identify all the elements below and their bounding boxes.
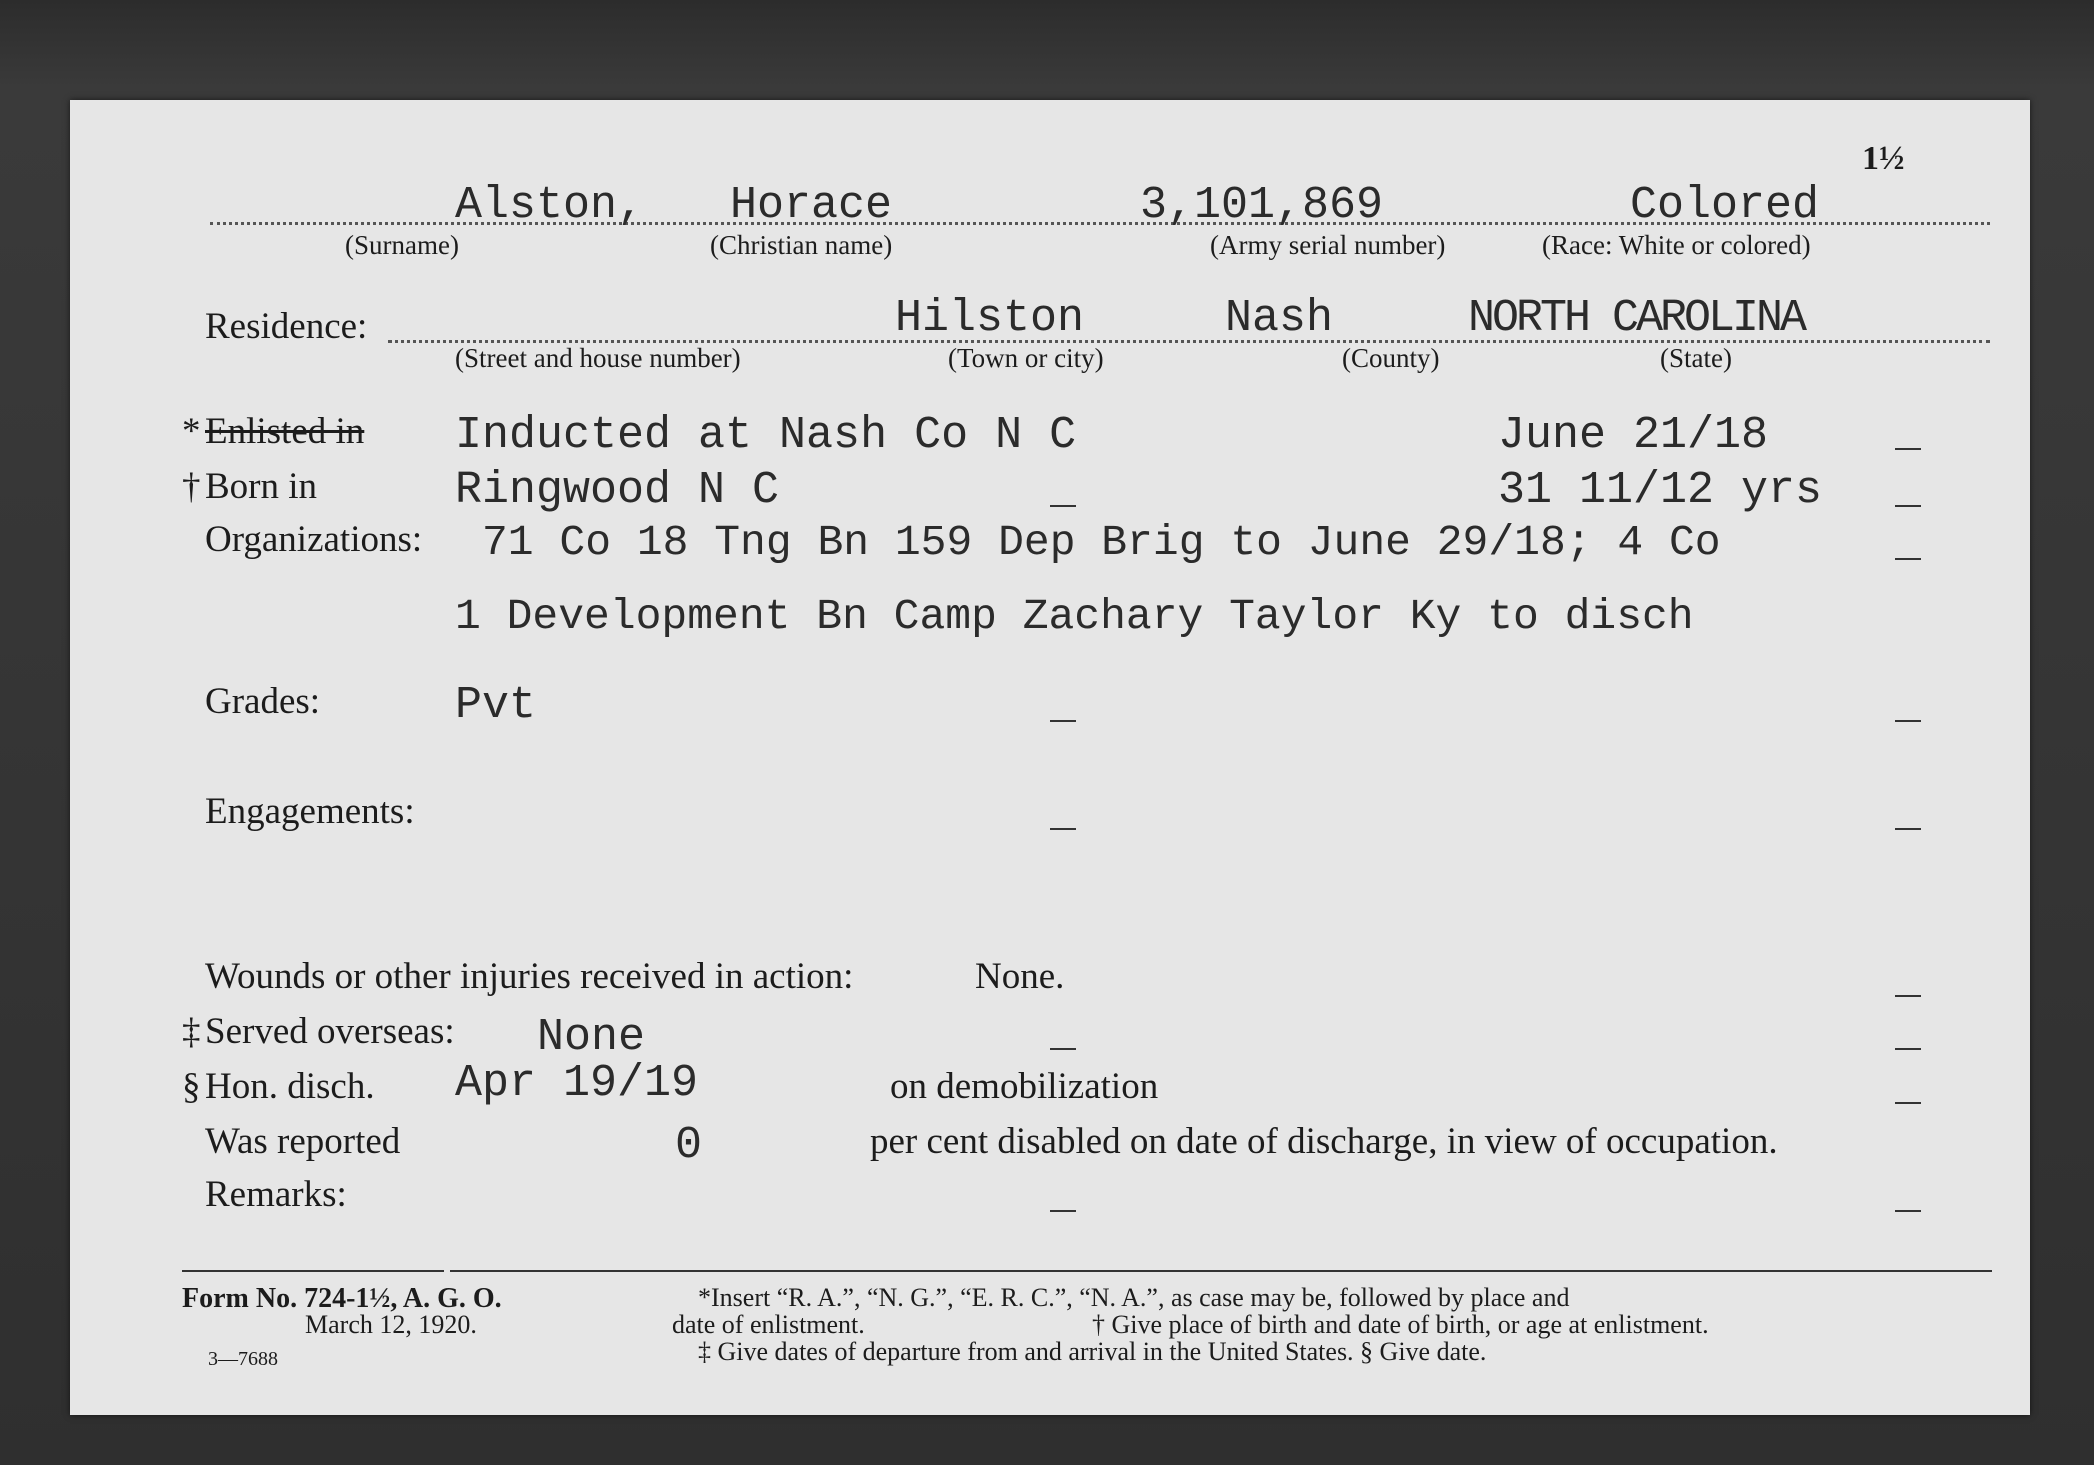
- race-value: Colored: [1630, 180, 1820, 231]
- born-mid-dash: [1050, 505, 1076, 507]
- born-age: 31 11/12 yrs: [1498, 465, 1823, 516]
- serial-number-value: 3,101,869: [1140, 180, 1384, 231]
- christian-name-value: Horace: [730, 180, 893, 231]
- footer-rule-left: [182, 1270, 444, 1272]
- reported-label: Was reported: [205, 1121, 401, 1162]
- discharge-marker: §: [182, 1066, 201, 1107]
- engagements-end-dash: [1895, 828, 1921, 830]
- surname-caption: (Surname): [345, 230, 459, 260]
- footer-rule-right: [450, 1270, 1992, 1272]
- footnote-enlistment: *Insert “R. A.”, “N. G.”, “E. R. C.”, “N. A.”, as case may be, followed by place and: [698, 1283, 1570, 1312]
- grades-end-dash: [1895, 720, 1921, 722]
- reported-text: per cent disabled on date of discharge, in view of occupation.: [870, 1121, 1778, 1162]
- organizations-label: Organizations:: [205, 519, 423, 560]
- discharge-text: on demobilization: [890, 1066, 1159, 1107]
- residence-town: Hilston: [895, 293, 1085, 344]
- overseas-label: Served overseas:: [205, 1011, 455, 1052]
- remarks-label: Remarks:: [205, 1174, 347, 1215]
- organizations-line-1: 71 Co 18 Tng Bn 159 Dep Brig to June 29/18; 4 Co: [482, 518, 1721, 567]
- form-number: Form No. 724-1½, A. G. O.: [182, 1283, 502, 1314]
- town-caption: (Town or city): [948, 343, 1104, 373]
- discharge-label: Hon. disch.: [205, 1066, 375, 1107]
- remarks-mid-dash: [1050, 1210, 1076, 1212]
- grades-mid-dash: [1050, 720, 1076, 722]
- print-code: 3—7688: [208, 1348, 278, 1370]
- remarks-end-dash: [1895, 1210, 1921, 1212]
- engagements-label: Engagements:: [205, 791, 415, 832]
- card-number: 1½: [1862, 140, 1905, 177]
- wounds-end-dash: [1895, 995, 1921, 997]
- enlisted-label: Enlisted in: [205, 411, 365, 452]
- overseas-marker: ‡: [182, 1011, 201, 1052]
- wounds-value: None.: [975, 956, 1065, 997]
- serial-number-caption: (Army serial number): [1210, 230, 1446, 260]
- service-record-card: [70, 100, 2030, 1415]
- overseas-value: None: [537, 1012, 646, 1063]
- born-value: Ringwood N C: [455, 465, 780, 516]
- street-caption: (Street and house number): [455, 343, 741, 373]
- form-date: March 12, 1920.: [305, 1310, 477, 1339]
- reported-value: 0: [675, 1120, 703, 1171]
- overseas-end-dash: [1895, 1048, 1921, 1050]
- state-caption: (State): [1660, 343, 1732, 373]
- enlisted-value: Inducted at Nash Co N C: [455, 410, 1077, 461]
- christian-name-caption: (Christian name): [710, 230, 893, 260]
- footnote-overseas: ‡ Give dates of departure from and arrival in the United States. § Give date.: [698, 1337, 1487, 1366]
- footnote-birth: † Give place of birth and date of birth, or age at enlistment.: [1092, 1310, 1709, 1339]
- enlisted-end-dash: [1895, 448, 1921, 450]
- grades-label: Grades:: [205, 681, 321, 722]
- residence-county: Nash: [1225, 293, 1334, 344]
- race-caption: (Race: White or colored): [1542, 230, 1811, 260]
- enlisted-marker: *: [182, 411, 201, 452]
- surname-value: Alston,: [455, 180, 645, 231]
- discharge-date: Apr 19/19: [455, 1058, 699, 1109]
- born-end-dash: [1895, 505, 1921, 507]
- wounds-label: Wounds or other injuries received in action:: [205, 956, 854, 997]
- enlisted-date: June 21/18: [1498, 410, 1769, 461]
- born-label: Born in: [205, 466, 318, 507]
- born-marker: †: [182, 466, 201, 507]
- county-caption: (County): [1342, 343, 1440, 373]
- footnote-enlistment-cont: date of enlistment.: [672, 1310, 865, 1339]
- residence-state: NORTH CAROLINA: [1468, 293, 1805, 344]
- residence-label: Residence:: [205, 306, 368, 347]
- overseas-mid-dash: [1050, 1048, 1076, 1050]
- grades-value: Pvt: [455, 680, 537, 731]
- engagements-mid-dash: [1050, 828, 1076, 830]
- discharge-end-dash: [1895, 1102, 1921, 1104]
- organizations-end-dash: [1895, 558, 1921, 560]
- organizations-line-2: 1 Development Bn Camp Zachary Taylor Ky to disch: [455, 592, 1694, 641]
